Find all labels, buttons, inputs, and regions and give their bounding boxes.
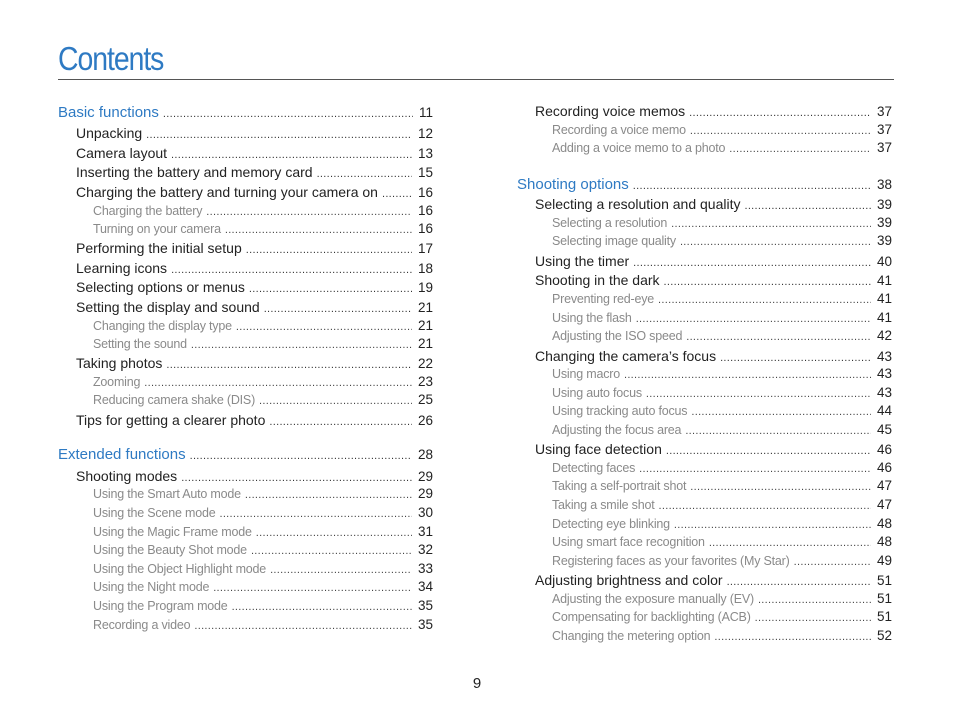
toc-entry-label: Using the timer	[535, 253, 630, 269]
toc-entry-label: Setting the sound	[93, 337, 187, 351]
toc-entry[interactable]	[93, 505, 433, 520]
toc-entry-page: 19	[417, 280, 433, 295]
toc-entry-page: 21	[417, 336, 433, 351]
toc-entry-page: 38	[876, 177, 892, 192]
toc-entry[interactable]	[76, 468, 433, 484]
dot-leader	[270, 564, 412, 576]
dot-leader	[685, 425, 871, 437]
toc-entry[interactable]	[76, 412, 433, 428]
toc-entry-page: 16	[417, 221, 433, 236]
toc-entry-page: 51	[876, 609, 892, 624]
dot-leader	[166, 359, 412, 371]
toc-entry-page: 47	[876, 478, 892, 493]
toc-entry-page: 47	[876, 497, 892, 512]
toc-entry-page: 39	[876, 233, 892, 248]
toc-entry-label: Selecting options or menus	[76, 279, 245, 295]
dot-leader	[219, 508, 412, 520]
toc-entry-page: 37	[876, 104, 892, 119]
toc-entry-label: Registering faces as your favorites (My Star)	[552, 554, 790, 568]
toc-entry[interactable]	[535, 103, 892, 119]
toc-entry-page: 46	[876, 442, 892, 457]
toc-entry[interactable]	[76, 240, 433, 256]
toc-entry-page: 43	[876, 385, 892, 400]
dot-leader	[225, 224, 412, 236]
dot-leader	[664, 276, 871, 288]
toc-entry-label: Using the Beauty Shot mode	[93, 543, 247, 557]
toc-entry[interactable]	[93, 486, 433, 501]
toc-entry-page: 15	[417, 165, 433, 180]
dot-leader	[658, 294, 871, 306]
toc-entry-page: 43	[876, 366, 892, 381]
dot-leader	[171, 264, 412, 276]
dot-leader	[690, 481, 871, 493]
toc-entry-label: Using the Scene mode	[93, 506, 216, 520]
toc-entry[interactable]	[93, 617, 433, 632]
dot-leader	[744, 200, 871, 212]
toc-entry[interactable]	[552, 497, 892, 512]
toc-entry-page: 29	[417, 486, 433, 501]
toc-entry-page: 39	[876, 215, 892, 230]
toc-entry-label: Using auto focus	[552, 386, 642, 400]
toc-entry-label: Recording a video	[93, 618, 191, 632]
toc-entry-label: Unpacking	[76, 125, 143, 141]
toc-entry-page: 11	[418, 105, 433, 120]
toc-entry-label: Adjusting the focus area	[552, 423, 682, 437]
toc-entry-label: Preventing red-eye	[552, 292, 655, 306]
toc-entry-page: 43	[876, 349, 892, 364]
toc-entry-page: 23	[417, 374, 433, 389]
toc-entry-label: Using the Night mode	[93, 580, 210, 594]
toc-entry[interactable]	[552, 422, 892, 437]
toc-entry[interactable]	[76, 355, 433, 371]
dot-leader	[646, 388, 871, 400]
toc-entry-label: Charging the battery	[93, 204, 203, 218]
toc-entry[interactable]	[93, 392, 433, 407]
dot-leader	[691, 406, 871, 418]
dot-leader	[690, 125, 871, 137]
toc-entry-page: 49	[876, 553, 892, 568]
toc-entry[interactable]	[76, 145, 433, 161]
dot-leader	[163, 108, 413, 120]
dot-leader	[259, 395, 412, 407]
toc-entry[interactable]	[535, 441, 892, 457]
toc-entry-label: Using the Smart Auto mode	[93, 487, 241, 501]
dot-leader	[251, 545, 412, 557]
toc-entry-page: 13	[417, 146, 433, 161]
toc-entry-label: Selecting a resolution	[552, 216, 668, 230]
toc-entry-page: 35	[417, 617, 433, 632]
toc-entry-page: 32	[417, 542, 433, 557]
toc-entry[interactable]	[552, 478, 892, 493]
toc-entry-page: 30	[417, 505, 433, 520]
toc-entry-page: 51	[876, 591, 892, 606]
toc-entry-label: Zooming	[93, 375, 141, 389]
toc-entry-page: 37	[876, 140, 892, 155]
toc-entry[interactable]	[93, 318, 433, 333]
toc-entry[interactable]	[552, 122, 892, 137]
dot-leader	[794, 556, 871, 568]
dot-leader	[666, 445, 871, 457]
dot-leader	[671, 218, 871, 230]
toc-entry-page: 26	[417, 413, 433, 428]
toc-entry-label: Using the Object Highlight mode	[93, 562, 267, 576]
toc-entry[interactable]	[552, 534, 892, 549]
dot-leader	[686, 331, 871, 343]
toc-entry-label: Charging the battery and turning your camera on	[76, 184, 378, 200]
dot-leader	[264, 303, 412, 315]
toc-entry-label: Shooting options	[517, 176, 629, 193]
dot-leader	[727, 576, 871, 588]
toc-entry-label: Changing the display type	[93, 319, 232, 333]
dot-leader	[709, 537, 871, 549]
toc-entry[interactable]	[76, 184, 433, 200]
toc-entry[interactable]	[552, 385, 892, 400]
toc-entry-page: 41	[876, 310, 892, 325]
toc-entry[interactable]	[552, 328, 892, 343]
toc-entry[interactable]	[93, 336, 433, 351]
toc-entry[interactable]	[517, 176, 892, 193]
toc-entry-page: 44	[876, 403, 892, 418]
toc-entry-label: Adjusting the ISO speed	[552, 329, 683, 343]
toc-entry-label: Changing the metering option	[552, 629, 711, 643]
dot-leader	[181, 472, 412, 484]
toc-entry[interactable]	[535, 196, 892, 212]
toc-entry[interactable]	[76, 279, 433, 295]
toc-entry[interactable]	[552, 553, 892, 568]
dot-leader	[232, 601, 412, 613]
toc-entry-label: Recording a voice memo	[552, 123, 686, 137]
toc-entry-label: Taking a self-portrait shot	[552, 479, 687, 493]
toc-entry-label: Detecting eye blinking	[552, 517, 670, 531]
toc-entry-label: Adjusting the exposure manually (EV)	[552, 592, 754, 606]
dot-leader	[659, 500, 871, 512]
toc-entry[interactable]	[552, 460, 892, 475]
toc-entry-label: Performing the initial setup	[76, 240, 242, 256]
toc-entry-label: Shooting modes	[76, 468, 178, 484]
toc-entry-page: 33	[417, 561, 433, 576]
toc-entry-page: 39	[876, 197, 892, 212]
toc-entry-page: 48	[876, 516, 892, 531]
toc-entry-page: 42	[876, 328, 892, 343]
toc-entry-label: Taking photos	[76, 355, 163, 371]
toc-entry-label: Using the flash	[552, 311, 632, 325]
toc-entry[interactable]	[535, 272, 892, 288]
dot-leader	[206, 206, 412, 218]
dot-leader	[190, 450, 412, 462]
toc-entry-label: Adding a voice memo to a photo	[552, 141, 726, 155]
toc-entry[interactable]	[552, 215, 892, 230]
dot-leader	[689, 107, 871, 119]
dot-leader	[249, 283, 412, 295]
toc-entry[interactable]	[93, 542, 433, 557]
toc-entry-page: 28	[417, 447, 433, 462]
toc-entry-label: Using the Program mode	[93, 599, 228, 613]
toc-entry[interactable]	[76, 125, 433, 141]
toc-entry[interactable]	[76, 299, 433, 315]
toc-entry-label: Extended functions	[58, 446, 186, 463]
toc-entry-page: 25	[417, 392, 433, 407]
toc-entry-label: Basic functions	[58, 104, 159, 121]
toc-entry[interactable]	[552, 516, 892, 531]
toc-entry[interactable]	[76, 260, 433, 276]
dot-leader	[636, 313, 871, 325]
toc-entry-label: Taking a smile shot	[552, 498, 655, 512]
toc-entry-label: Detecting faces	[552, 461, 636, 475]
toc-entry[interactable]	[552, 591, 892, 606]
toc-entry-page: 12	[417, 126, 433, 141]
toc-entry[interactable]	[552, 609, 892, 624]
toc-entry[interactable]	[552, 291, 892, 306]
dot-leader	[236, 321, 412, 333]
toc-entry[interactable]	[93, 221, 433, 236]
toc-entry[interactable]	[58, 104, 433, 121]
toc-entry-label: Recording voice memos	[535, 103, 686, 119]
dot-leader	[171, 149, 412, 161]
toc-entry-label: Using macro	[552, 367, 620, 381]
dot-leader	[146, 129, 412, 141]
toc-entry-page: 48	[876, 534, 892, 549]
dot-leader	[194, 620, 412, 632]
dot-leader	[317, 168, 412, 180]
toc-entry-label: Tips for getting a clearer photo	[76, 412, 266, 428]
dot-leader	[624, 369, 871, 381]
dot-leader	[245, 489, 412, 501]
toc-entry-page: 51	[876, 573, 892, 588]
toc-entry[interactable]	[93, 579, 433, 594]
toc-entry-label: Inserting the battery and memory card	[76, 164, 313, 180]
toc-entry[interactable]	[535, 253, 892, 269]
toc-entry-label: Setting the display and sound	[76, 299, 260, 315]
toc-entry-page: 31	[417, 524, 433, 539]
toc-entry[interactable]	[552, 233, 892, 248]
toc-entry-page: 46	[876, 460, 892, 475]
toc-entry-label: Camera layout	[76, 145, 168, 161]
dot-leader	[191, 339, 412, 351]
toc-entry[interactable]	[552, 403, 892, 418]
toc-entry-page: 52	[876, 628, 892, 643]
toc-entry[interactable]	[93, 374, 433, 389]
page-title: Contents	[58, 40, 164, 77]
dot-leader	[714, 631, 871, 643]
dot-leader	[633, 180, 871, 192]
dot-leader	[246, 244, 412, 256]
dot-leader	[729, 143, 871, 155]
toc-entry-page: 41	[876, 291, 892, 306]
dot-leader	[213, 582, 412, 594]
toc-entry-label: Using smart face recognition	[552, 535, 705, 549]
toc-entry-page: 22	[417, 356, 433, 371]
toc-entry[interactable]	[93, 598, 433, 613]
toc-entry[interactable]	[552, 366, 892, 381]
dot-leader	[382, 188, 412, 200]
toc-entry-page: 34	[417, 579, 433, 594]
toc-entry[interactable]	[93, 203, 433, 218]
toc-entry-label: Changing the camera’s focus	[535, 348, 717, 364]
toc-entry[interactable]	[93, 561, 433, 576]
toc-entry-page: 40	[876, 254, 892, 269]
dot-leader	[633, 257, 871, 269]
toc-entry[interactable]	[58, 446, 433, 463]
dot-leader	[680, 236, 871, 248]
toc-entry-label: Using the Magic Frame mode	[93, 525, 252, 539]
toc-entry-page: 37	[876, 122, 892, 137]
page-number: 9	[472, 675, 482, 692]
toc-entry-label: Adjusting brightness and color	[535, 572, 723, 588]
toc-entry-page: 45	[876, 422, 892, 437]
toc-entry-label: Selecting image quality	[552, 234, 676, 248]
toc-entry-label: Selecting a resolution and quality	[535, 196, 741, 212]
toc-entry[interactable]	[535, 572, 892, 588]
toc-entry-page: 18	[417, 261, 433, 276]
dot-leader	[269, 416, 412, 428]
dot-leader	[639, 463, 871, 475]
toc-entry-page: 16	[417, 185, 433, 200]
toc-entry-label: Compensating for backlighting (ACB)	[552, 610, 751, 624]
toc-entry[interactable]	[552, 628, 892, 643]
toc-entry-label: Using tracking auto focus	[552, 404, 688, 418]
dot-leader	[144, 377, 412, 389]
dot-leader	[755, 612, 871, 624]
title-divider	[58, 79, 894, 80]
toc-entry-page: 21	[417, 300, 433, 315]
toc-entry[interactable]	[535, 348, 892, 364]
toc-entry[interactable]	[552, 310, 892, 325]
toc-entry[interactable]	[76, 164, 433, 180]
toc-entry[interactable]	[93, 524, 433, 539]
toc-entry-label: Learning icons	[76, 260, 168, 276]
dot-leader	[720, 352, 871, 364]
toc-entry-label: Reducing camera shake (DIS)	[93, 393, 256, 407]
dot-leader	[256, 527, 412, 539]
dot-leader	[674, 519, 871, 531]
toc-entry[interactable]	[552, 140, 892, 155]
toc-entry-page: 21	[417, 318, 433, 333]
toc-entry-page: 41	[876, 273, 892, 288]
toc-entry-page: 17	[417, 241, 433, 256]
dot-leader	[758, 594, 871, 606]
toc-entry-label: Using face detection	[535, 441, 662, 457]
toc-entry-page: 35	[417, 598, 433, 613]
toc-entry-page: 29	[417, 469, 433, 484]
toc-entry-label: Turning on your camera	[93, 222, 221, 236]
toc-entry-page: 16	[417, 203, 433, 218]
toc-entry-label: Shooting in the dark	[535, 272, 660, 288]
